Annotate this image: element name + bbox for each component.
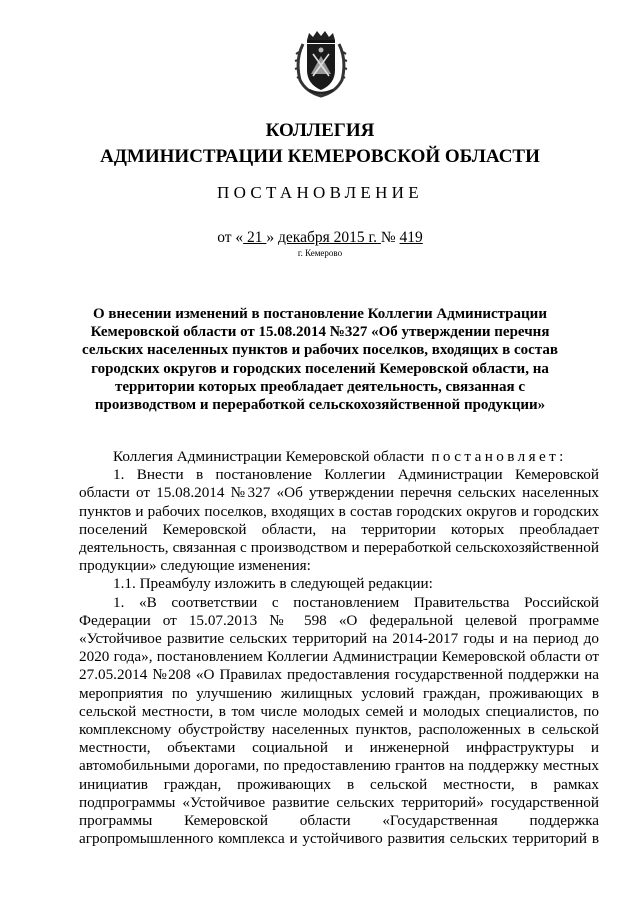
body-line: деятельность, связанная с производством и переработкой сельскохозяйственной: [79, 539, 599, 557]
body-line: пунктов и рабочих поселков, входящих в состав городских округов и городских: [79, 502, 599, 520]
body-line: «Устойчивое развитие сельских территорий на 2014-2017 годы и на период до: [79, 630, 599, 648]
body-line: продукции» следующие изменения:: [79, 557, 311, 575]
body-line: 2020 года», постановлением Коллегии Администрации Кемеровской области от: [79, 648, 599, 666]
city-label: г. Кемерово: [297, 248, 343, 258]
intro-spaced-word: постановляет:: [424, 448, 567, 465]
body-line: 1. Внести в постановление Коллегии Администрации Кемеровской: [113, 466, 599, 484]
body-line: комплексному обустройству населенных пунктов, расположенных в сельской: [79, 721, 599, 739]
body-line: агропромышленного комплекса и устойчивого развития сельских территорий в: [79, 830, 599, 848]
date-mid: »: [266, 229, 279, 246]
organization-subtitle: АДМИНИСТРАЦИИ КЕМЕРОВСКОЙ ОБЛАСТИ: [100, 146, 540, 167]
body-line: 1.1. Преамбулу изложить в следующей редакции:: [113, 575, 433, 593]
organization-name: КОЛЛЕГИЯ: [265, 120, 375, 141]
body-line: 27.05.2014 №208 «О Правилах предоставления государственной поддержки на: [79, 666, 599, 684]
document-date-number: [0, 229, 640, 247]
title-line: Кемеровской области от 15.08.2014 №327 «Об утверждении перечня: [90, 324, 550, 341]
document-number: 419: [399, 229, 423, 246]
title-line: О внесении изменений в постановление Коллегии Администрации: [93, 306, 547, 322]
document-body: [79, 448, 599, 848]
document-title: [80, 305, 560, 414]
body-line: сельской местности, в том числе молодых семей и молодых специалистов, по: [79, 702, 599, 720]
document-type: ПОСТАНОВЛЕНИЕ: [217, 183, 423, 202]
coat-of-arms-emblem: [294, 30, 348, 98]
body-line: программы Кемеровской области «Государственная поддержка: [79, 812, 599, 830]
date-month-year: декабря 2015 г.: [278, 229, 381, 246]
date-day: 21: [243, 229, 267, 246]
body-line: области от 15.08.2014 №327 «Об утверждении перечня сельских населенных: [79, 484, 599, 502]
number-label: №: [380, 229, 400, 246]
intro-text: Коллегия Администрации Кемеровской области: [113, 448, 425, 465]
intro-line: [79, 448, 599, 466]
body-line: 1. «В соответствии с постановлением Правительства Российской: [113, 593, 599, 611]
title-line: сельских населенных пунктов и рабочих поселков, входящих в состав: [82, 342, 558, 359]
body-line: подпрограммы «Устойчивое развитие сельских территорий» государственной: [79, 793, 599, 811]
title-line: производством и переработкой сельскохозяйственной продукции»: [94, 397, 546, 414]
title-line: территории которых преобладает деятельность, связанная с: [114, 378, 526, 395]
body-line: автомобильными дорогами, по предоставлению грантов на поддержку местных: [79, 757, 599, 775]
title-line: городских округов и городских поселений Кемеровской области, на: [91, 360, 549, 377]
date-prefix: от «: [217, 229, 244, 246]
body-line: Федерации от 15.07.2013 № 598 «О федеральной целевой программе: [79, 611, 599, 629]
body-line: инициатив граждан, проживающих в сельской местности, в рамках: [79, 775, 599, 793]
body-line: местности, объектами социальной и инженерной инфраструктуры и: [79, 739, 599, 757]
body-line: мероприятия по улучшению жилищных условий граждан, проживающих в: [79, 684, 599, 702]
body-line: поселений Кемеровской области, на территории которых преобладает: [79, 520, 599, 538]
